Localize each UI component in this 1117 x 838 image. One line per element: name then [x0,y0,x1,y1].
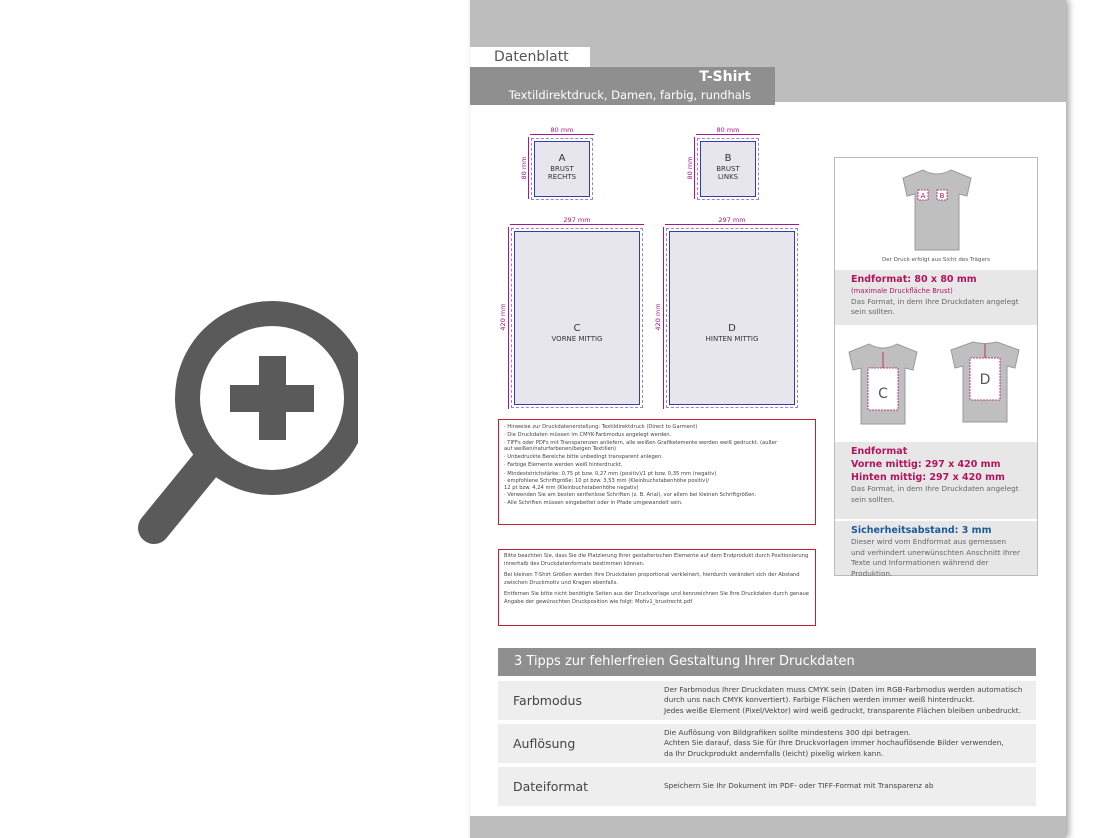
field-b-width-label: 80 mm [716,126,740,134]
tip-line: da Ihr Druckprodukt andernfalls (leicht) pixelig wirken kann. [664,748,884,758]
field-b-line2: LINKS [717,173,739,181]
field-c-letter: C [573,323,581,334]
zoom-in-icon[interactable] [138,298,358,548]
tip-value [664,767,1034,806]
field-d-line1: HINTEN MITTIG [705,335,759,343]
guideline-line: auf weißen/naturfarbenen/beigen Textilien) [504,446,617,453]
tip-line: Die Auflösung von Bildgrafiken sollte mindestens 300 dpi betragen. [664,727,911,737]
guideline-line: · TIFFs oder PDFs mit Transparenzen anliefern, alle weißen Grafikelemente werden weiß gedruckt. (außer [504,439,778,446]
shirt-mark-d: D [979,372,991,388]
tip-line: Achten Sie darauf, dass Sie für Ihre Druckvorlagen immer hochauflösende Bilder verwenden, [664,738,1004,748]
print-field-b [700,141,756,197]
tip-row-resolution [498,724,1036,763]
tip-line: durch uns nach CMYK konvertiert). Farbige Flächen werden immer weiß hinterdruckt. [664,695,975,705]
endformat-title: Endformat [851,446,908,457]
tip-value [664,724,1034,763]
field-b-label [701,152,755,181]
placement-note: Bei kleinen T-Shirt Größen werden Ihre Druckdaten proportional verkleinert, hierdurch verändert sich der Abstand zwischen Druckmotiv und Kragen ebenfalls. [504,572,800,586]
tip-row-color-mode [498,681,1036,720]
shirt-mark-b: B [939,192,945,200]
guideline-line: · Mindeststrichstärke: 0,75 pt bzw. 0,27 mm (positiv)/1 pt bzw. 0,35 mm (negativ) [504,470,717,477]
tip-row-file-format [498,767,1036,806]
field-c-line1: VORNE MITTIG [551,335,603,343]
guideline-line: · Die Druckdaten müssen im CMYK-Farbmodus angelegt werden. [504,432,672,439]
field-d-width-line [665,224,799,225]
guideline-line: · Unbedruckte Bereiche bitte unbedingt transparent anlegen. [504,453,663,460]
datasheet-tab: Datenblatt [470,47,590,67]
safety-text: Dieser wird vom Endformat aus gemessen und verhindert unerwünschten Anschnitt Ihrer Texte und Informationen während der Produktion. [851,537,1021,578]
print-field-d [669,231,795,405]
product-subtitle: Textildirektdruck, Damen, farbig, rundhals [508,88,751,102]
guideline-line: · Verwenden Sie am besten serifenlose Schriften (z. B. Arial), vor allem bei kleinen Schriftgrößen. [504,492,757,499]
field-a-line2: RECHTS [547,173,577,181]
endformat-chest-sub: (maximale Druckfläche Brust) [851,287,953,295]
field-c-label [515,322,639,343]
safety-margin-section [835,521,1037,578]
endformat-chest-section [835,270,1037,325]
print-guidelines-box [498,419,816,525]
tip-line: Speichern Sie Ihr Dokument im PDF- oder TIFF-Format mit Transparenz ab [664,781,934,791]
placement-notes-box [498,549,816,626]
placement-note: Entfernen Sie bitte nicht benötigte Seiten aus der Druckvorlage und kennzeichnen Sie Ihre Druckdaten durch genaue Angabe der gewünschten Druckposition wie folgt: Motiv1_brustrecht.pdf [504,591,809,605]
field-d-width-label: 297 mm [718,216,746,224]
front-back-shirt-section [835,328,1037,440]
safety-title: Sicherheitsabstand: 3 mm [851,525,992,536]
endformat-text: Das Format, in dem Ihre Druckdaten angelegt sein sollten. [851,484,1019,504]
field-d-letter: D [728,323,736,334]
field-c-width-label: 297 mm [563,216,591,224]
shirt-mark-a: A [920,192,926,200]
field-b-width-line [696,134,760,135]
field-c-width-line [510,224,644,225]
endformat-back: Hinten mittig: 297 x 420 mm [851,472,1005,483]
tshirt-back-large-icon [945,336,1025,426]
field-a-width-line [530,134,594,135]
endformat-front: Vorne mittig: 297 x 420 mm [851,459,1001,470]
chest-shirt-section [835,158,1037,268]
endformat-chest-text: Das Format, in dem Ihre Druckdaten angelegt sein sollten. [851,296,1019,316]
field-a-height-line [528,137,529,199]
field-a-height-label: 80 mm [520,156,528,180]
tshirt-front-large-icon [843,338,923,428]
field-b-letter: B [724,153,732,164]
guideline-line: 12 pt bzw. 4,24 mm (Kleinbuchstabenhöhe negativ) [504,484,639,491]
field-d-height-label: 420 mm [654,303,662,331]
endformat-chest-title: Endformat: 80 x 80 mm [851,274,977,285]
tip-line: Jedes weiße Element (Pixel/Vektor) wird weiß gedruckt, transparente Flächen bleiben unbedruckt. [664,705,1021,715]
field-d-height-line [663,227,664,409]
guideline-line: · Alle Schriften müssen eingebettet oder in Pfade umgewandelt sein. [504,500,683,507]
field-a-letter: A [558,153,566,164]
print-view-caption: Der Druck erfolgt aus Sicht des Trägers [881,257,990,263]
tip-key: Farbmodus [513,693,582,708]
field-a-label [535,152,589,181]
field-c-height-line [508,227,509,409]
tip-key: Auflösung [513,736,576,751]
print-field-a [534,141,590,197]
datasheet-page [470,0,1066,838]
format-info-panel [834,157,1038,576]
tip-line: Der Farbmodus Ihrer Druckdaten muss CMYK sein (Daten im RGB-Farbmodus werden automatisch [664,684,1023,694]
field-a-width-label: 80 mm [550,126,574,134]
field-a-line1: BRUST [550,165,574,173]
product-title-bar [470,67,775,105]
print-field-c [514,231,640,405]
tshirt-front-icon [897,164,977,254]
field-b-height-line [694,137,695,199]
tip-key: Dateiformat [513,779,589,794]
field-c-height-label: 420 mm [499,303,507,331]
endformat-front-back-section [835,442,1037,519]
guideline-line: · Farbige Elemente werden weiß hinterdruckt. [504,462,623,469]
shirt-mark-c: C [878,386,888,402]
guideline-line: · Hinweise zur Druckdatenerstellung: Textildirektdruck (Direct to Garment) [504,424,698,430]
tips-header: 3 Tipps zur fehlerfreien Gestaltung Ihrer Druckdaten [498,648,1036,676]
field-b-line1: BRUST [716,165,740,173]
tip-value [664,681,1034,720]
field-d-label [670,322,794,343]
product-title: T-Shirt [699,69,751,85]
guideline-line: · empfohlene Schriftgröße: 10 pt bzw. 3,53 mm (Kleinbuchstabenhöhe positiv)/ [504,478,709,485]
field-b-height-label: 80 mm [686,156,694,180]
placement-note: Bitte beachten Sie, dass Sie die Platzierung Ihrer gestalterischen Elemente auf dem Endprodukt durch Positionierung innerhalb des Druckdatenformats bestimmen können. [504,553,809,567]
footer-band [470,816,1066,838]
